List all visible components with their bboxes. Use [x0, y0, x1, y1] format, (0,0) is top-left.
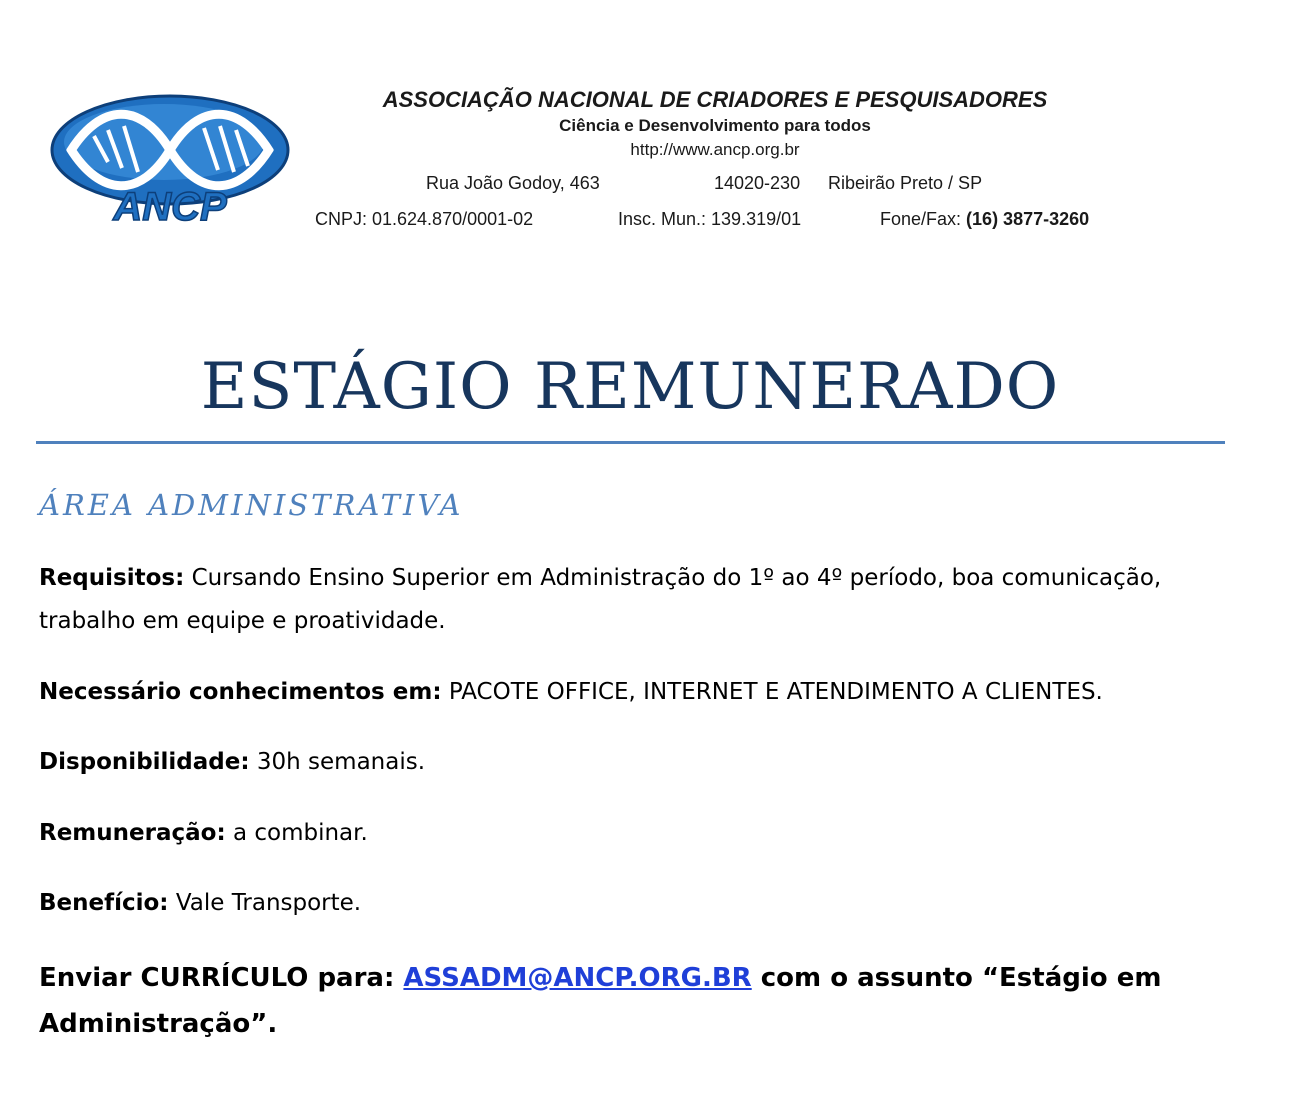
municipal-registration: Insc. Mun.: 139.319/01 [618, 209, 802, 229]
remuneration-text: a combinar. [225, 820, 368, 846]
availability-label: Disponibilidade: [39, 749, 250, 775]
availability-text: 30h semanais. [249, 749, 426, 775]
knowledge-label: Necessário conhecimentos em: [39, 679, 442, 705]
requirements-text: Cursando Ensino Superior em Administração do 1º ao 4º período, boa comunicação, trabalho em equipe e proatividade. [39, 565, 1162, 634]
requirements-paragraph [39, 557, 1219, 643]
benefit-paragraph [39, 882, 1219, 925]
address-street: Rua João Godoy, 463 [426, 173, 600, 193]
availability-paragraph [39, 741, 1219, 784]
area-heading: ÁREA ADMINISTRATIVA [39, 488, 464, 522]
address-city: Ribeirão Preto / SP [828, 173, 983, 193]
benefit-label: Benefício: [39, 890, 169, 916]
cnpj: CNPJ: 01.624.870/0001-02 [315, 209, 534, 229]
requirements-label: Requisitos: [39, 565, 185, 591]
benefit-text: Vale Transporte. [168, 890, 362, 916]
send-resume-suffix: com o assunto “Estágio em Administração”. [39, 963, 1162, 1039]
send-resume-paragraph [39, 955, 1219, 1047]
organization-url[interactable]: http://www.ancp.org.br [630, 140, 800, 159]
title-divider [36, 441, 1225, 444]
ancp-logo [46, 92, 294, 230]
organization-name: ASSOCIAÇÃO NACIONAL DE CRIADORES E PESQUISADORES [382, 87, 1048, 112]
remuneration-label: Remuneração: [39, 820, 226, 846]
send-resume-prefix: Enviar CURRÍCULO para: [39, 963, 404, 993]
organization-tagline: Ciência e Desenvolvimento para todos [559, 116, 871, 135]
phone-value: (16) 3877-3260 [966, 209, 1090, 229]
phone-fax [880, 209, 1089, 230]
page-title: ESTÁGIO REMUNERADO [200, 350, 1060, 424]
knowledge-paragraph [39, 671, 1219, 714]
address-zip: 14020-230 [714, 173, 801, 193]
phone-label: Fone/Fax: [880, 209, 967, 229]
logo-text: ANCP [113, 185, 227, 229]
knowledge-text: PACOTE OFFICE, INTERNET E ATENDIMENTO A CLIENTES. [441, 679, 1103, 705]
remuneration-paragraph [39, 812, 1219, 855]
email-link[interactable]: ASSADM@ANCP.ORG.BR [403, 963, 752, 993]
